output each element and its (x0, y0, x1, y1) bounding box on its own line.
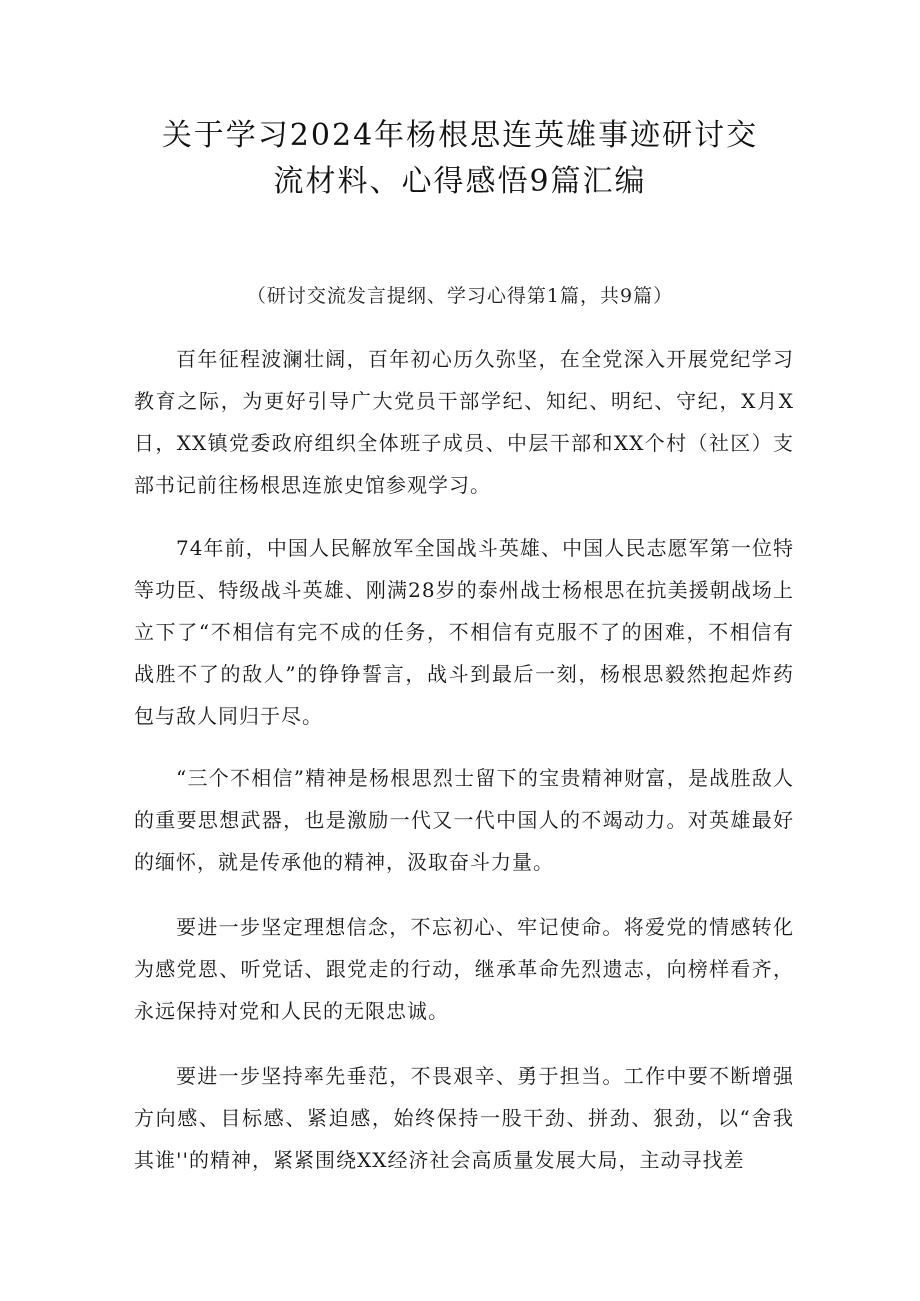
title-line-1: 关于学习2024年杨根思连英雄事迹研讨交 (161, 118, 759, 153)
document-subtitle: （研讨交流发言提纲、学习心得第1篇，共9篇） (246, 285, 674, 307)
body-paragraph: 要进一步坚定理想信念，不忘初心、牢记使命。将爱党的情感转化为感党恩、听党话、跟党走的行动，继承革命先烈遗志，向榜样看齐，永远保持对党和人民的无限忠诚。 (134, 915, 794, 1023)
body-paragraph: 百年征程波澜壮阔，百年初心历久弥坚，在全党深入开展党纪学习教育之际，为更好引导广大党员干部学纪、知纪、明纪、守纪，X月X日，XX镇党委政府组织全体班子成员、中层干部和XX个村（社区）支部书记前往杨根思连旅史馆参观学习。 (134, 347, 794, 497)
body-paragraph: 74年前，中国人民解放军全国战斗英雄、中国人民志愿军第一位特等功臣、特级战斗英雄、刚满28岁的泰州战士杨根思在抗美援朝战场上立下了“不相信有完不成的任务，不相信有克服不了的困难，不相信有战胜不了的敌人”的铮铮誓言，战斗到最后一刻，杨根思毅然抱起炸药包与敌人同归于尽。 (134, 536, 794, 728)
body-paragraph: 要进一步坚持率先垂范，不畏艰辛、勇于担当。工作中要不断增强方向感、目标感、紧迫感，始终保持一股干劲、拼劲、狠劲，以“舍我其谁''的精神，紧紧围绕XX经济社会高质量发展大局，主动寻找差 (134, 1064, 794, 1172)
title-line-2: 流材料、心得感悟9篇汇编 (273, 164, 647, 199)
body-paragraph: “三个不相信”精神是杨根思烈士留下的宝贵精神财富，是战胜敌人的重要思想武器，也是激励一代又一代中国人的不竭动力。对英雄最好的缅怀，就是传承他的精神，汲取奋斗力量。 (134, 766, 794, 874)
document-title (130, 113, 790, 205)
